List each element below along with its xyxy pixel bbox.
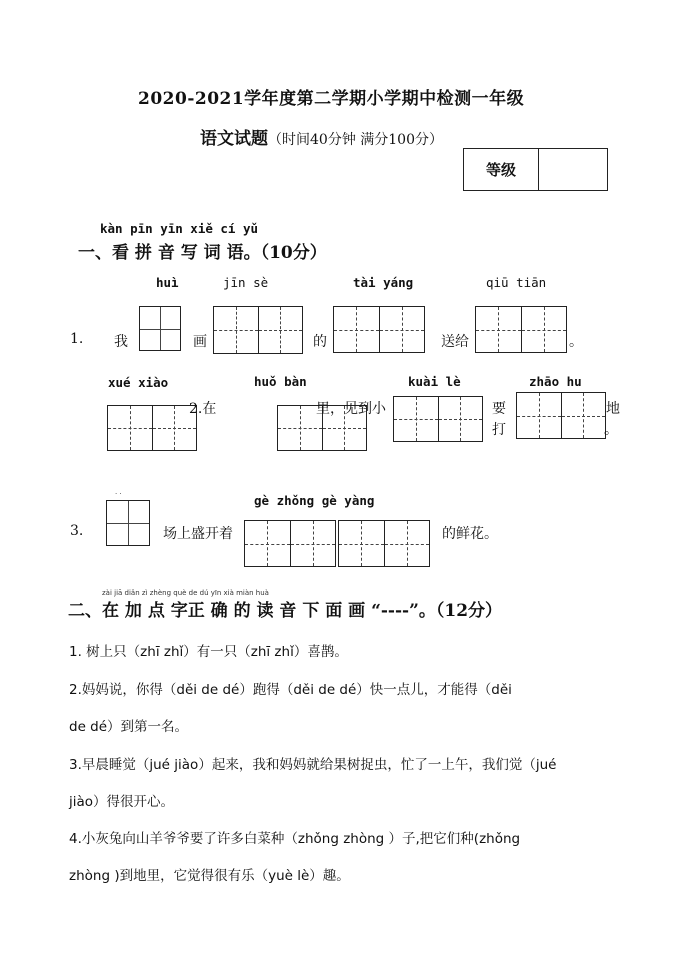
subtitle-note: （时间40分钟 满分100分） xyxy=(268,132,443,148)
q3-pinyin-tiny: · · xyxy=(115,490,122,498)
q3-pinyin: gè zhǒng gè yàng xyxy=(254,493,375,508)
q3-text-1: 场上盛开着 xyxy=(163,526,233,542)
q3-text-2: 的鲜花。 xyxy=(442,526,498,542)
section2-line-1: 1. 树上只（zhī zhǐ）有一只（zhī zhǐ）喜鹊。 xyxy=(69,644,348,660)
section1-pinyin: kàn pīn yīn xiě cí yǔ xyxy=(100,221,259,236)
section2-points: （12分） xyxy=(435,601,503,621)
q1-text-5: 。 xyxy=(569,334,583,350)
q2-text-4: 打 xyxy=(492,422,506,438)
q1-grid-2[interactable] xyxy=(213,306,303,354)
section2-line-2: 2.妈妈说，你得（děi de dé）跑得（děi de dé）快一点儿，才能得（děi xyxy=(69,682,512,698)
q3-number: 3. xyxy=(70,523,84,539)
section1-points: （10分） xyxy=(260,243,327,263)
q2-grid-4[interactable] xyxy=(516,392,606,439)
q1-text-3: 的 xyxy=(313,334,327,350)
q3-grid-3[interactable] xyxy=(338,520,430,567)
subtitle xyxy=(200,124,443,149)
q2-grid-1[interactable] xyxy=(107,405,197,451)
q1-grid-4[interactable] xyxy=(475,306,567,353)
section1-heading: 一、看 拼 音 写 词 语。 xyxy=(78,243,261,263)
section2-heading: 二、在 加 点 字正 确 的 读 音 下 面 画 “----”。 xyxy=(68,601,436,621)
q1-grid-1[interactable] xyxy=(139,306,181,351)
q2-text-5: 地 xyxy=(606,401,620,417)
q1-text-4: 送给 xyxy=(441,334,469,350)
section2-pinyin: zài jiā diǎn zì zhèng què de dú yīn xià miàn huà xyxy=(102,589,269,597)
q1-pinyin-4: qiū tiān xyxy=(486,275,547,290)
q2-pinyin-1: xué xiào xyxy=(108,375,169,390)
q1-pinyin-2: jīn sè xyxy=(223,275,269,290)
q2-grid-3[interactable] xyxy=(393,396,483,442)
section1-heading-row xyxy=(78,238,327,263)
grade-value-cell[interactable] xyxy=(538,149,607,190)
q1-pinyin-1: huì xyxy=(156,275,179,290)
grade-box xyxy=(463,148,608,191)
page-title: 2020-2021学年度第二学期小学期中检测一年级 xyxy=(138,89,525,109)
section2-line-5: jiào）得很开心。 xyxy=(69,794,175,810)
q2-text-2: 里，见到小 xyxy=(316,401,386,417)
q1-grid-3[interactable] xyxy=(333,306,425,353)
section2-line-6: 4.小灰兔向山羊爷爷要了许多白菜种（zhǒng zhòng ）子,把它们种(zhǒng xyxy=(69,831,521,847)
q1-text-2: 画 xyxy=(193,334,207,350)
grade-label: 等级 xyxy=(485,161,516,179)
q1-text-1: 我 xyxy=(114,334,128,350)
q2-text-3: 要 xyxy=(492,401,506,417)
q2-text-6: 。 xyxy=(604,422,618,438)
q2-pinyin-3: kuài lè xyxy=(408,374,461,389)
subtitle-main: 语文试题 xyxy=(200,129,268,149)
section2-line-7: zhòng )到地里，它觉得很有乐（yuè lè）趣。 xyxy=(69,868,350,884)
q2-pinyin-4: zhāo hu xyxy=(529,374,582,389)
section2-line-3: de dé）到第一名。 xyxy=(69,719,189,735)
q3-grid-1[interactable] xyxy=(106,500,150,546)
section2-heading-row xyxy=(68,596,502,621)
q1-pinyin-3: tài yáng xyxy=(353,275,414,290)
q2-text-1: 2.在 xyxy=(189,401,217,417)
q1-number: 1. xyxy=(70,331,84,347)
q2-pinyin-2: huǒ bàn xyxy=(254,374,307,389)
q3-grid-2[interactable] xyxy=(244,520,336,567)
section2-line-4: 3.早晨睡觉（jué jiào）起来，我和妈妈就给果树捉虫，忙了一上午，我们觉（jué xyxy=(69,757,557,773)
